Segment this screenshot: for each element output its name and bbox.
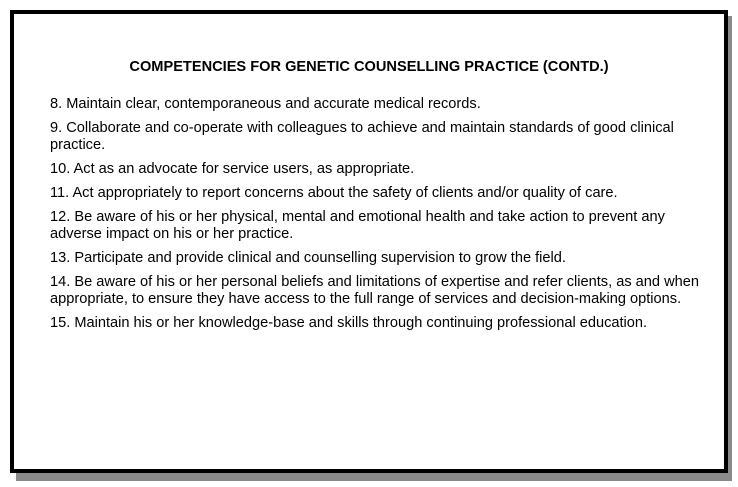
list-item: 13. Participate and provide clinical and counselling supervision to grow the field.	[50, 250, 566, 266]
list-item: 12. Be aware of his or her physical, mental and emotional health and take action to prevent any adverse impact on his or her practice.	[50, 209, 665, 242]
list-item: 9. Collaborate and co-operate with colleagues to achieve and maintain standards of good clinical practice.	[50, 120, 674, 153]
list-item: 14. Be aware of his or her personal beliefs and limitations of expertise and refer clients, as and when appropriate, to ensure they have access to the full range of services and decision-making options.	[50, 274, 699, 307]
page-title: COMPETENCIES FOR GENETIC COUNSELLING PRACTICE (CONTD.)	[129, 59, 609, 75]
document-frame	[10, 10, 728, 473]
competency-list	[50, 96, 700, 339]
list-item: 15. Maintain his or her knowledge-base and skills through continuing professional education.	[50, 315, 648, 331]
list-item: 10. Act as an advocate for service users, as appropriate.	[50, 161, 415, 177]
list-item: 11. Act appropriately to report concerns about the safety of clients and/or quality of care.	[50, 185, 618, 201]
list-item: 8. Maintain clear, contemporaneous and accurate medical records.	[50, 96, 481, 112]
